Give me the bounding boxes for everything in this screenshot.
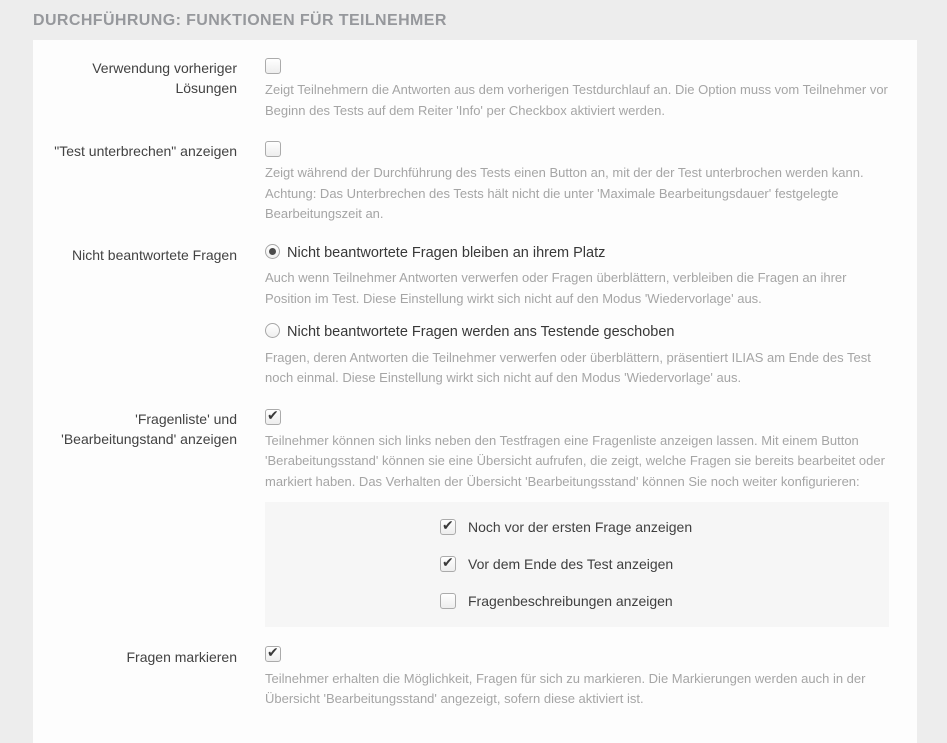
- field-description: Teilnehmer erhalten die Möglichkeit, Fragen für sich zu markieren. Die Markierungen werden auch in der Übersicht 'Bearbeitungsstand' angezeigt, sofern diese aktiviert ist.: [265, 670, 866, 707]
- radio-option-label: Nicht beantwortete Fragen bleiben an ihrem Platz: [287, 244, 606, 261]
- sub-option-label: Vor dem Ende des Test anzeigen: [468, 555, 674, 572]
- radio-option-label: Nicht beantwortete Fragen werden ans Testende geschoben: [287, 324, 675, 341]
- radio-option-description: Auch wenn Teilnehmer Antworten verwerfen oder Fragen überblättern, verbleiben die Fragen an ihrer Position im Test. Diese Einstellung wirkt sich nicht auf den Modus 'Wiedervorlage' aus.: [265, 270, 847, 306]
- checkbox-verwendung-vorheriger-loesungen[interactable]: [265, 58, 281, 74]
- radio-option-ans-testende-geschoben[interactable]: [265, 323, 889, 343]
- field-label: Nicht beantwortete Fragen: [72, 246, 237, 263]
- field-control: [265, 408, 917, 627]
- sub-option-label: Noch vor der ersten Frage anzeigen: [468, 518, 693, 535]
- field-control: [265, 646, 917, 710]
- sub-option-label: Fragenbeschreibungen anzeigen: [468, 592, 673, 609]
- form-row-test-unterbrechen-anzeigen: [33, 140, 917, 225]
- form-row-fragen-markieren: [33, 646, 917, 710]
- radio-button[interactable]: [265, 323, 280, 338]
- field-label: "Test unterbrechen" anzeigen: [54, 143, 237, 160]
- checkbox-test-unterbrechen-anzeigen[interactable]: [265, 141, 281, 157]
- sub-option-vor-ende-des-tests[interactable]: [440, 551, 889, 577]
- radio-button[interactable]: [265, 244, 280, 259]
- settings-panel: [33, 40, 917, 743]
- sub-option-noch-vor-erster-frage[interactable]: [440, 514, 889, 540]
- checkbox-fragenliste-bearbeitungstand[interactable]: [265, 409, 281, 425]
- radio-option-description: Fragen, deren Antworten die Teilnehmer verwerfen oder überblättern, präsentiert ILIAS am Ende des Test noch einmal. Diese Einstellung wirkt sich nicht auf den Modus 'Wiedervorlage' aus.: [265, 349, 871, 386]
- subpanel-bearbeitungsstand-optionen: [265, 502, 889, 627]
- field-label: Verwendung vorheriger Lösungen: [92, 60, 237, 97]
- sub-option-fragenbeschreibungen[interactable]: [440, 588, 889, 614]
- field-label: 'Fragenliste' und 'Bearbeitungstand' anzeigen: [61, 410, 237, 448]
- field-control: [265, 57, 917, 121]
- field-control: [265, 244, 917, 389]
- field-description: Zeigt Teilnehmern die Antworten aus dem vorherigen Testdurchlauf an. Die Option muss vom Teilnehmer vor Beginn des Tests auf dem Reiter 'Info' per Checkbox aktiviert werden.: [265, 82, 888, 118]
- field-label: Fragen markieren: [126, 648, 237, 665]
- field-description: Teilnehmer können sich links neben den Testfragen eine Fragenliste anzeigen lassen. Mit einem Button 'Berabeitungsstand' können sie eine Übersicht aufrufen, die zeigt, welche Fragen sie bereits bearbeitet oder markiert haben. Das Verhalten der Übersicht 'Bearbeitungsstand' können Sie noch weiter konfigurieren:: [265, 432, 885, 489]
- form-row-verwendung-vorheriger-loesungen: [33, 57, 917, 121]
- field-control: [265, 140, 917, 225]
- field-description: Zeigt während der Durchführung des Tests einen Button an, mit der der Test unterbrochen werden kann. Achtung: Das Unterbrechen des Tests hält nicht die unter 'Maximale Bearbeitungsdauer' festgelegte Bearbeitungszeit an.: [265, 165, 864, 222]
- radio-option-bleiben-an-platz[interactable]: [265, 244, 889, 264]
- checkbox-vor-ende-des-tests[interactable]: [440, 556, 456, 572]
- form-row-fragenliste-bearbeitungstand: [33, 408, 917, 627]
- checkbox-noch-vor-erster-frage[interactable]: [440, 519, 456, 535]
- form-row-nicht-beantwortete-fragen: [33, 244, 917, 389]
- page-title: DURCHFÜHRUNG: FUNKTIONEN FÜR TEILNEHMER: [33, 12, 447, 29]
- checkbox-fragenbeschreibungen[interactable]: [440, 593, 456, 609]
- checkbox-fragen-markieren[interactable]: [265, 646, 281, 662]
